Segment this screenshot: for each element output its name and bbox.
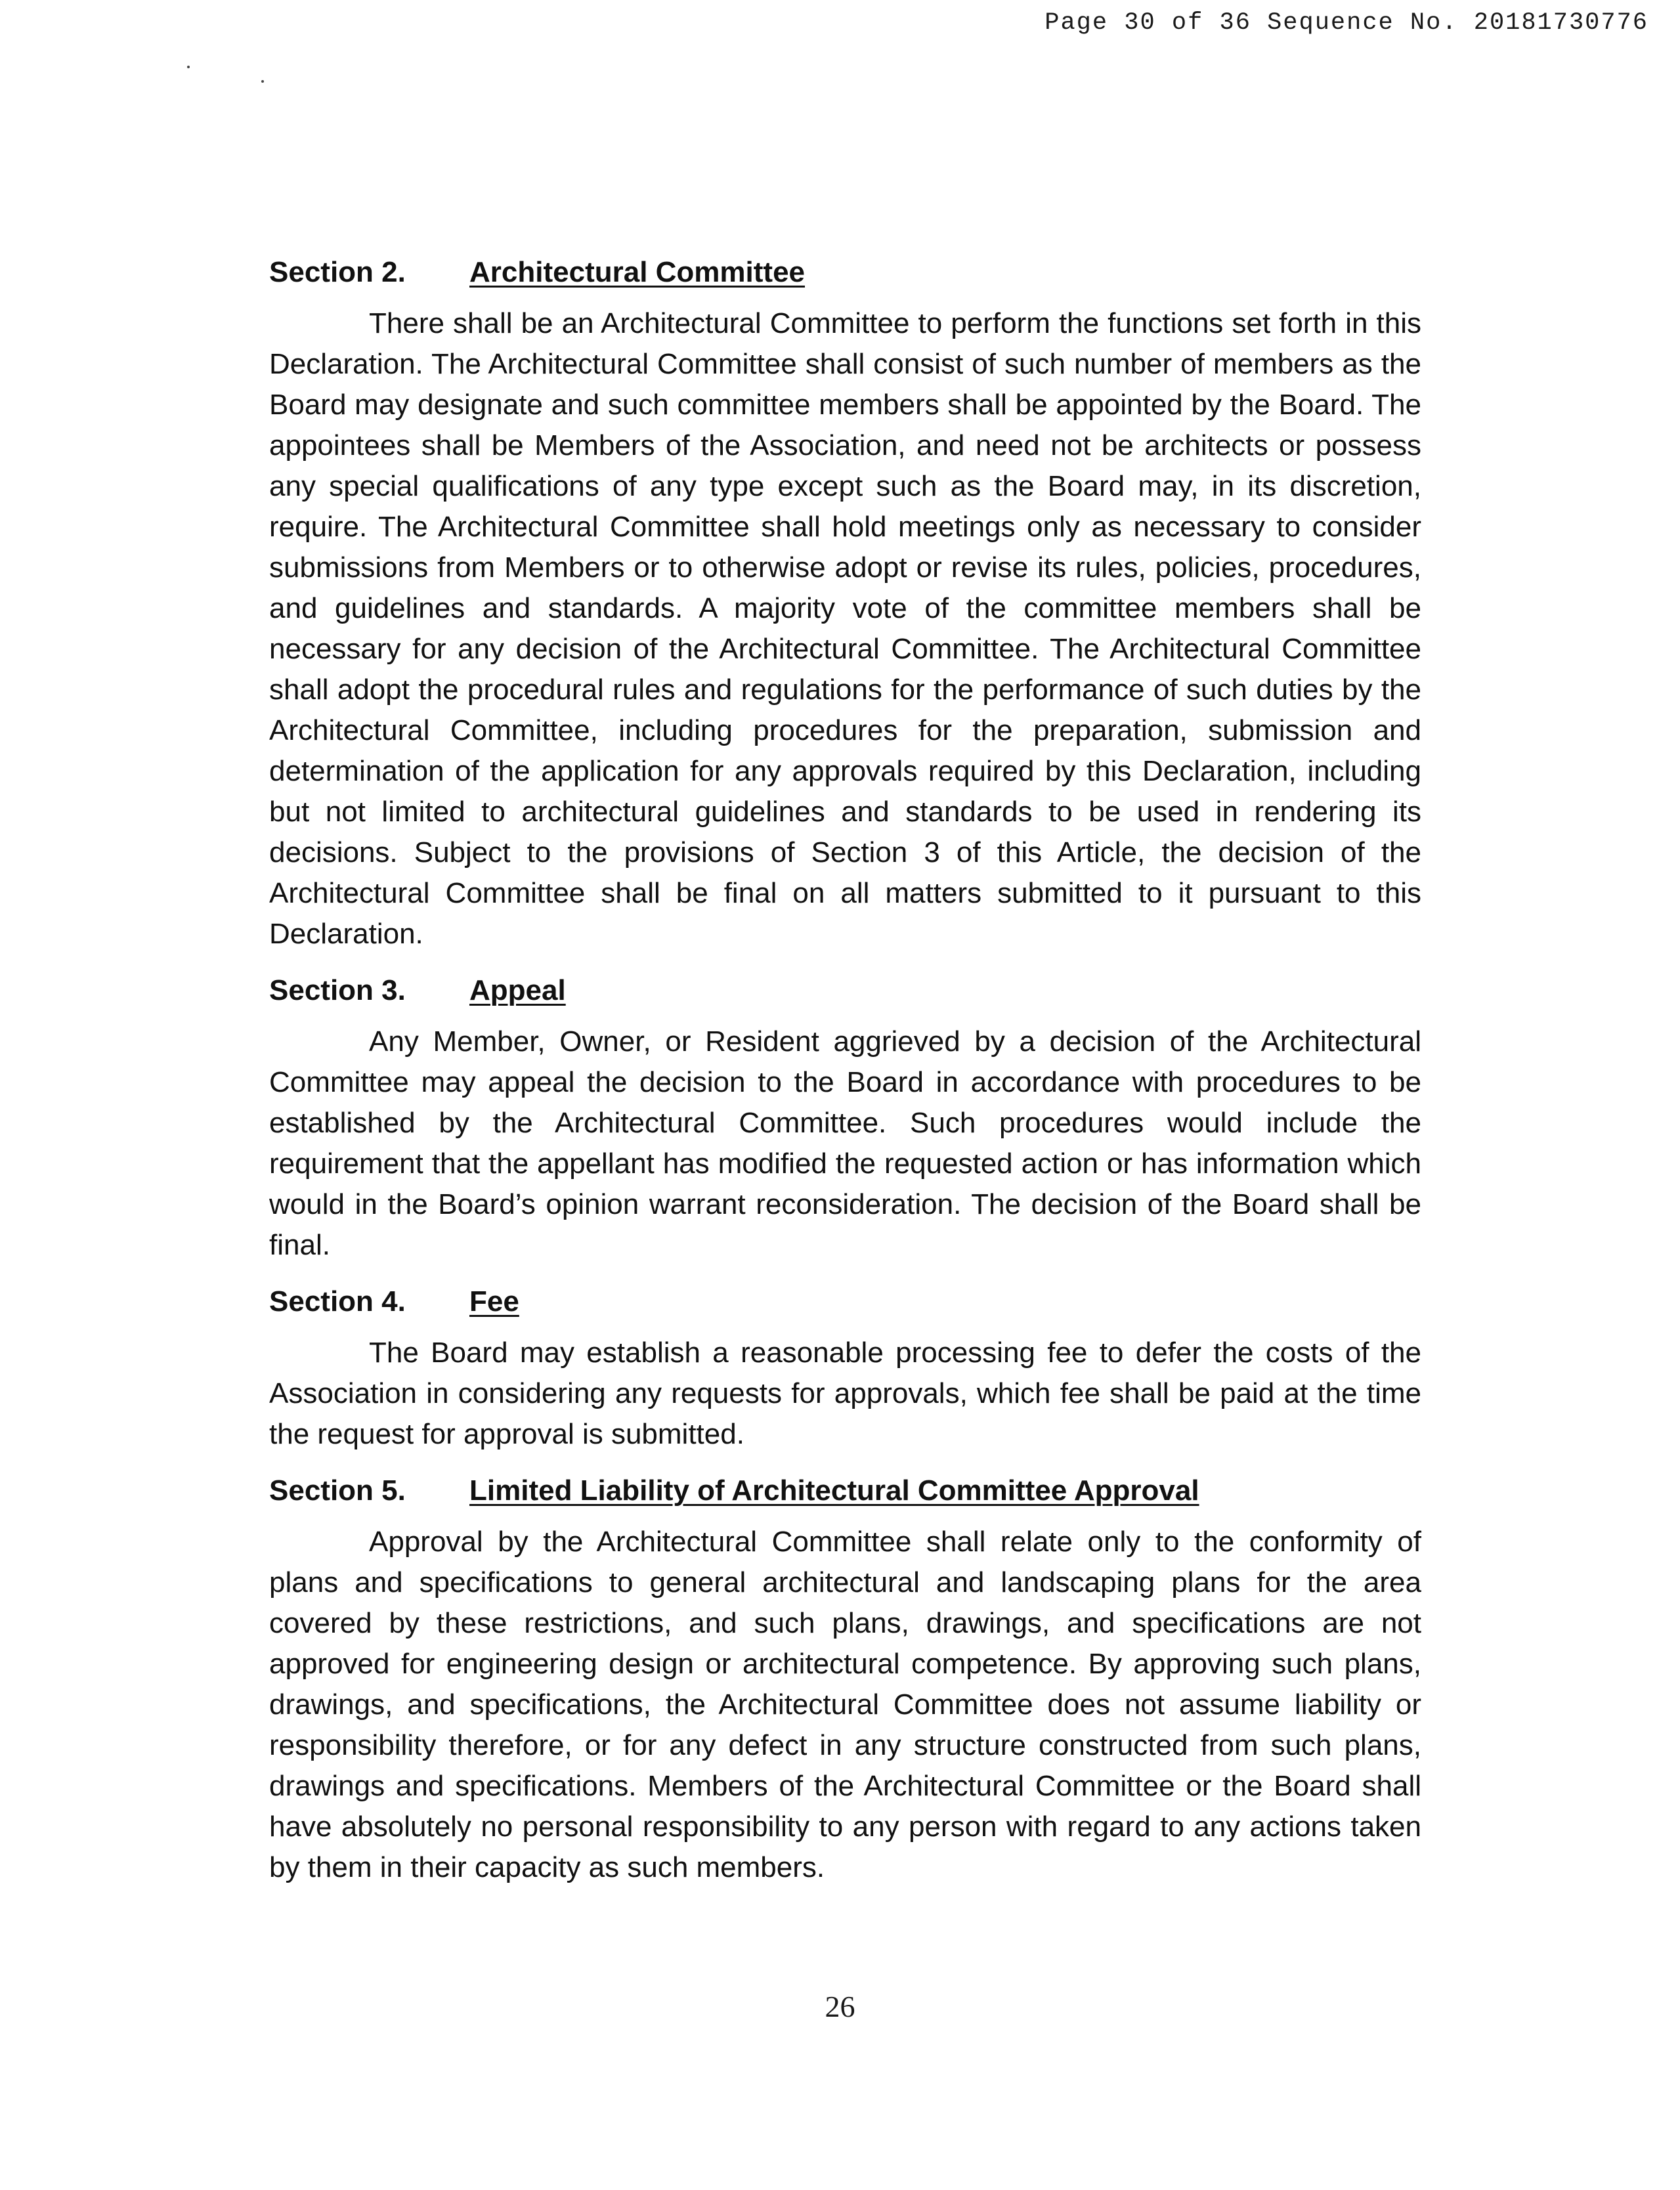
scan-speck [261, 80, 264, 83]
section-heading [269, 252, 1421, 293]
page-sequence-stamp: Page 30 of 36 Sequence No. 20181730776 [1045, 9, 1648, 37]
section-5 [269, 1471, 1421, 1888]
section-title: Limited Liability of Architectural Committee Approval [469, 1474, 1199, 1507]
section-title: Fee [469, 1285, 519, 1318]
section-paragraph: There shall be an Architectural Committee to perform the functions set forth in this Declaration. The Architectural Committee shall consist of such number of members as the Board may designate and such committee members shall be appointed by the Board. The appointees shall be Members of the Association, and need not be architects or possess any special qualifications of any type except such as the Board may, in its discretion, require. The Architectural Committee shall hold meetings only as necessary to consider submissions from Members or to otherwise adopt or revise its rules, policies, procedures, and guidelines and standards. A majority vote of the committee members shall be necessary for any decision of the Architectural Committee. The Architectural Committee shall adopt the procedural rules and regulations for the performance of such duties by the Architectural Committee, including procedures for the preparation, submission and determination of the application for any approvals required by this Declaration, including but not limited to architectural guidelines and standards to be used in rendering its decisions. Subject to the provisions of Section 3 of this Article, the decision of the Architectural Committee shall be final on all matters submitted to it pursuant to this Declaration. [269, 307, 1421, 950]
section-title: Architectural Committee [469, 256, 806, 288]
section-4 [269, 1281, 1421, 1455]
section-3 [269, 970, 1421, 1266]
document-body [269, 252, 1421, 1904]
section-number: Section 4. [269, 1285, 406, 1318]
section-number: Section 2. [269, 256, 406, 288]
section-heading [269, 1471, 1421, 1511]
section-number: Section 5. [269, 1474, 406, 1507]
section-title: Appeal [469, 974, 566, 1006]
page-number: 26 [825, 1990, 855, 2023]
scan-speck [187, 66, 190, 68]
section-heading [269, 970, 1421, 1011]
section-number: Section 3. [269, 974, 406, 1006]
section-paragraph: The Board may establish a reasonable processing fee to defer the costs of the Association in considering any requests for approvals, which fee shall be paid at the time the request for approval is submitted. [269, 1337, 1421, 1450]
section-paragraph: Any Member, Owner, or Resident aggrieved by a decision of the Architectural Committee may appeal the decision to the Board in accordance with procedures to be established by the Architectural Committee. Such procedures would include the requirement that the appellant has modified the requested action or has information which would in the Board’s opinion warrant reconsideration. The decision of the Board shall be final. [269, 1025, 1421, 1261]
section-paragraph: Approval by the Architectural Committee shall relate only to the conformity of plans and specifications to general architectural and landscaping plans for the area covered by these restrictions, and such plans, drawings, and specifications are not approved for engineering design or architectural competence. By approving such plans, drawings, and specifications, the Architectural Committee does not assume liability or responsibility therefore, or for any defect in any structure constructed from such plans, drawings and specifications. Members of the Architectural Committee or the Board shall have absolutely no personal responsibility to any person with regard to any actions taken by them in their capacity as such members. [269, 1526, 1421, 1883]
section-2 [269, 252, 1421, 955]
section-heading [269, 1281, 1421, 1322]
